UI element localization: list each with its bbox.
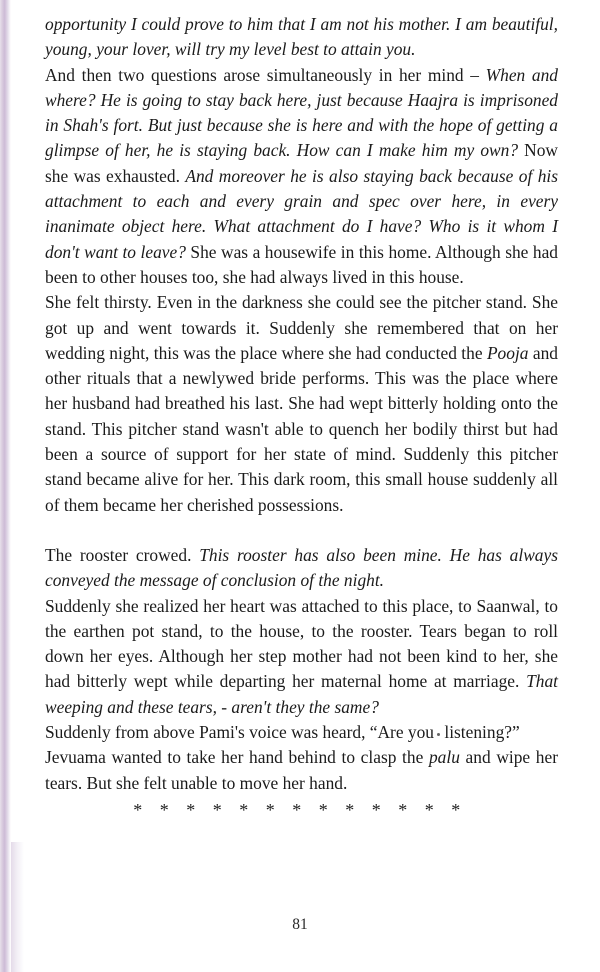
para-pitcher-stand	[45, 290, 558, 518]
scan-edge-left-artifact	[0, 0, 11, 972]
italic-run: Pooja	[486, 342, 529, 363]
scan-speck-artifact	[437, 733, 440, 736]
italic-run: When and where? He is going to stay back here, just because Haajra is imprisoned in Shah's fort. But just because she is here and with the hope of getting a glimpse of her, he is staying back. How can I make him my own?	[45, 64, 559, 161]
roman-run: She was a housewife in this home. Although she had been to other houses too, she had always lived in this house.	[45, 241, 558, 287]
roman-run: Jevuama wanted to take her hand behind to clasp the	[45, 747, 429, 768]
roman-run: The rooster crowed.	[45, 544, 200, 565]
roman-run: Now she was exhausted.	[45, 140, 558, 186]
roman-run: And then two questions arose simultaneously in her mind –	[45, 64, 486, 85]
para-pami-voice	[45, 720, 558, 745]
page-number: 81	[292, 916, 308, 933]
para-jevuama-palu	[45, 745, 558, 796]
italic-run: And moreover he is also staying back because of his attachment to each and every grain and spec over here, in every inanimate object here. What attachment do I have? Who is it whom I don't want to leave?	[45, 165, 558, 262]
paragraph-gap	[45, 518, 558, 543]
roman-run: listening?”	[440, 722, 520, 743]
para-rooster	[45, 543, 558, 594]
italic-run: palu	[428, 747, 460, 768]
para-continued-monologue	[45, 12, 558, 63]
roman-run: Suddenly from above Pami's voice was heard, “Are you	[45, 722, 435, 743]
asterisk-section-divider: * * * * * * * * * * * * *	[133, 800, 467, 820]
body-text-column	[45, 12, 558, 796]
roman-run: and other rituals that a newlywed bride performs. This was the place where her husband had breathed his last. She had wept bitterly holding onto the stand. This pitcher stand wasn't able to quench her bodily thirst but had been a source of support for her state of mind. Suddenly this pitcher stand became alive for her. This dark room, this small house suddenly all of them became her cherished possessions.	[45, 342, 558, 515]
para-two-questions	[45, 63, 558, 291]
para-heart-attached	[45, 594, 558, 720]
italic-run: This rooster has also been mine. He has always conveyed the message of conclusion of the night.	[45, 544, 558, 591]
italic-run: That weeping and these tears, - aren't they the same?	[45, 671, 558, 717]
roman-run: Suddenly she realized her heart was attached to this place, to Saanwal, to the earthen pot stand, to the house, to the rooster. Tears began to roll down her eyes. Although her step mother had not been kind to her, she had bitterly wept while departing her maternal home at marriage.	[45, 595, 558, 692]
italic-run: opportunity I could prove to him that I am not his mother. I am beautiful, young, your lover, will try my level best to attain you.	[45, 14, 558, 60]
roman-run: She felt thirsty. Even in the darkness she could see the pitcher stand. She got up and went towards it. Suddenly she remembered that on her wedding night, this was the place where she had conducted the	[45, 292, 558, 363]
roman-run: and wipe her tears. But she felt unable to move her hand.	[45, 747, 558, 793]
